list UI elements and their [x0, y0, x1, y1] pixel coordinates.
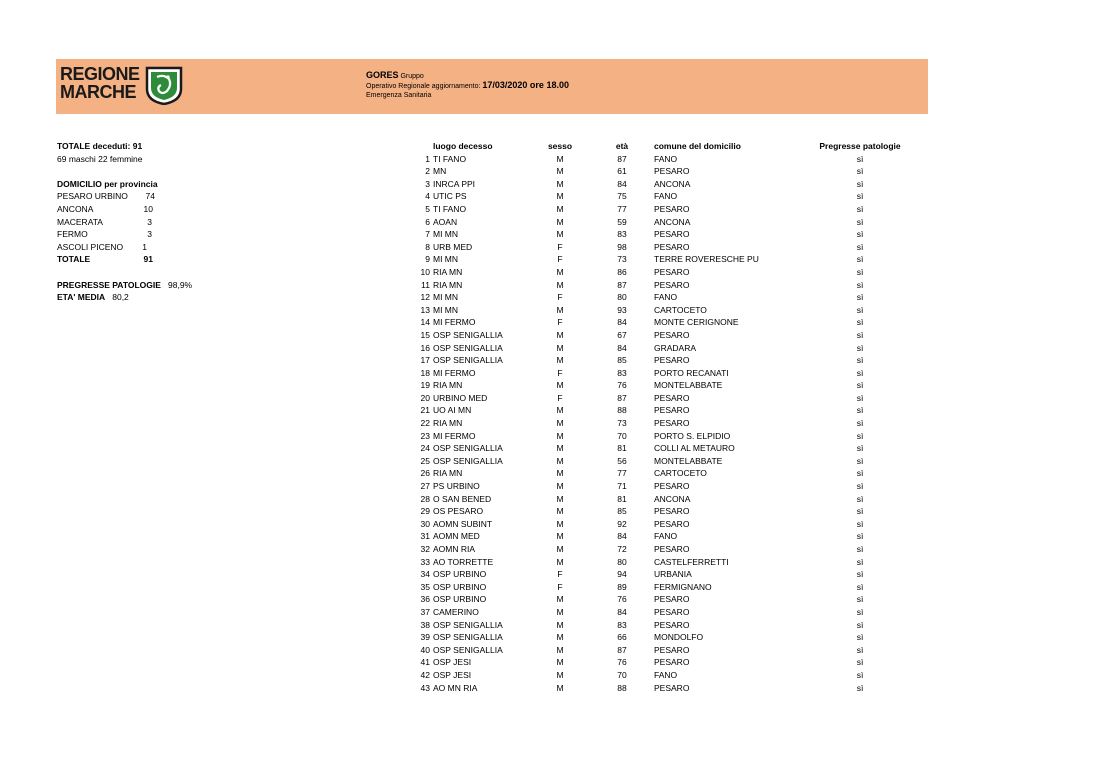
row-number: 9	[425, 254, 430, 265]
comune-cell: FERMIGNANO	[654, 581, 712, 592]
province-name: ANCONA	[57, 203, 94, 214]
pregresse-cell: sì	[856, 292, 864, 303]
sesso-cell: M	[556, 657, 564, 668]
eta-cell: 98	[617, 241, 627, 252]
sesso-cell: F	[557, 392, 563, 403]
sesso-cell: F	[557, 317, 563, 328]
logo-text	[60, 65, 140, 101]
pregresse-cell: sì	[856, 669, 864, 680]
pregresse-cell: sì	[856, 355, 864, 366]
province-value: 3	[147, 216, 152, 227]
comune-cell: PESARO	[654, 392, 690, 403]
logo-line2: MARCHE	[60, 82, 136, 102]
row-number: 20	[420, 392, 430, 403]
comune-cell: PESARO	[654, 518, 690, 529]
header-sesso: sesso	[547, 141, 573, 151]
row-number: 30	[420, 518, 430, 529]
row-number: 39	[420, 632, 430, 643]
comune-cell: PESARO	[654, 166, 690, 177]
eta-cell: 66	[617, 632, 627, 643]
pregresse-cell: sì	[856, 216, 864, 227]
pregresse-cell: sì	[856, 191, 864, 202]
comune-cell: FANO	[654, 669, 678, 680]
luogo-cell: MI MN	[433, 304, 459, 315]
header-pregresse: Pregresse patologie	[819, 141, 901, 151]
gender-breakdown: 69 maschi 22 femmine	[57, 153, 143, 164]
totale2-value: 91	[143, 254, 153, 265]
eta-cell: 86	[617, 266, 627, 277]
pregresse-cell: sì	[856, 481, 864, 492]
comune-cell: FANO	[654, 292, 678, 303]
row-number: 23	[420, 430, 430, 441]
row-number: 14	[420, 317, 430, 328]
row-number: 16	[420, 342, 430, 353]
sesso-cell: M	[556, 682, 564, 693]
sesso-cell: F	[557, 367, 563, 378]
comune-cell: MONTE CERIGNONE	[654, 317, 739, 328]
eta-media-label: ETA' MEDIA	[57, 292, 106, 303]
eta-cell: 81	[617, 493, 627, 504]
row-number: 40	[420, 644, 430, 655]
sesso-cell: M	[556, 355, 564, 366]
comune-cell: CARTOCETO	[654, 304, 707, 315]
pregresse-cell: sì	[856, 229, 864, 240]
row-number: 19	[420, 380, 430, 391]
row-number: 32	[420, 544, 430, 554]
luogo-cell: AOMN RIA	[433, 544, 476, 554]
marche-emblem-icon	[145, 65, 183, 105]
sesso-cell: M	[556, 216, 564, 227]
eta-cell: 77	[617, 468, 627, 479]
sesso-cell: M	[556, 266, 564, 277]
province-name: PESARO URBINO	[57, 191, 128, 202]
luogo-cell: AOMN SUBINT	[433, 518, 493, 529]
pregresse-cell: sì	[856, 153, 864, 164]
eta-cell: 89	[617, 581, 627, 592]
pregresse-value: 98,9%	[168, 279, 193, 290]
sesso-cell: M	[556, 342, 564, 353]
eta-cell: 70	[617, 669, 627, 680]
row-number: 37	[420, 606, 430, 617]
sesso-cell: M	[556, 203, 564, 214]
eta-cell: 80	[617, 556, 627, 567]
comune-cell: ANCONA	[654, 216, 691, 227]
sesso-cell: M	[556, 619, 564, 630]
comune-cell: PESARO	[654, 644, 690, 655]
gores-line3: Emergenza Sanitaria	[366, 92, 432, 99]
comune-cell: URBANIA	[654, 569, 692, 580]
comune-cell: PESARO	[654, 481, 690, 492]
luogo-cell: UO AI MN	[433, 405, 472, 416]
sesso-cell: M	[556, 329, 564, 340]
eta-cell: 87	[617, 392, 627, 403]
luogo-cell: OSP SENIGALLIA	[433, 619, 503, 630]
eta-cell: 76	[617, 594, 627, 605]
luogo-cell: OSP JESI	[433, 657, 472, 668]
luogo-cell: AO MN RIA	[433, 682, 478, 693]
eta-cell: 84	[617, 606, 627, 617]
eta-cell: 81	[617, 443, 627, 454]
luogo-cell: O SAN BENED	[433, 493, 492, 504]
luogo-cell: RIA MN	[433, 380, 463, 391]
eta-cell: 61	[617, 166, 627, 177]
eta-media-value: 80,2	[112, 292, 129, 303]
eta-cell: 84	[617, 531, 627, 542]
row-number: 42	[420, 669, 430, 680]
header-comune: comune del domicilio	[654, 141, 741, 151]
comune-cell: PORTO RECANATI	[654, 367, 729, 378]
eta-cell: 83	[617, 367, 627, 378]
eta-cell: 75	[617, 191, 627, 202]
pregresse-cell: sì	[856, 443, 864, 454]
row-number: 36	[420, 594, 430, 605]
sesso-cell: F	[557, 581, 563, 592]
sesso-cell: M	[556, 430, 564, 441]
eta-cell: 56	[617, 455, 627, 466]
luogo-cell: OSP URBINO	[433, 569, 487, 580]
sesso-cell: M	[556, 304, 564, 315]
logo-line1: REGIONE	[60, 64, 140, 84]
pregresse-cell: sì	[856, 619, 864, 630]
comune-cell: PESARO	[654, 229, 690, 240]
gores-title: GORES	[366, 70, 399, 80]
luogo-cell: INRCA PPI	[433, 178, 476, 189]
sesso-cell: M	[556, 443, 564, 454]
pregresse-cell: sì	[856, 317, 864, 328]
update-label: aggiornamento:	[431, 83, 481, 90]
luogo-cell: AO TORRETTE	[433, 556, 494, 567]
luogo-cell: CAMERINO	[433, 606, 479, 617]
comune-cell: FANO	[654, 191, 678, 202]
luogo-cell: AOMN MED	[433, 531, 480, 542]
comune-cell: PESARO	[654, 682, 690, 693]
header-eta: età	[615, 141, 629, 151]
eta-cell: 76	[617, 657, 627, 668]
sesso-cell: M	[556, 606, 564, 617]
totale-label: TOTALE deceduti:	[57, 141, 131, 151]
luogo-cell: MI MN	[433, 254, 459, 265]
eta-cell: 83	[617, 229, 627, 240]
luogo-cell: OSP SENIGALLIA	[433, 355, 503, 366]
row-number: 25	[420, 455, 430, 466]
sesso-cell: M	[556, 178, 564, 189]
comune-cell: MONTELABBATE	[654, 380, 723, 391]
row-number: 18	[420, 367, 430, 378]
luogo-cell: OSP JESI	[433, 669, 472, 680]
gores-info	[366, 71, 569, 100]
comune-cell: FANO	[654, 531, 678, 542]
province-value: 10	[143, 203, 153, 214]
sesso-cell: M	[556, 380, 564, 391]
eta-cell: 84	[617, 317, 627, 328]
row-number: 4	[425, 191, 430, 202]
pregresse-cell: sì	[856, 392, 864, 403]
sesso-cell: M	[556, 166, 564, 177]
luogo-cell: AOAN	[433, 216, 458, 227]
row-number: 11	[421, 279, 430, 290]
row-number: 3	[425, 178, 430, 189]
province-name: ASCOLI PICENO	[57, 241, 124, 252]
luogo-cell: OSP URBINO	[433, 594, 487, 605]
row-number: 34	[420, 569, 430, 580]
comune-cell: PESARO	[654, 241, 690, 252]
row-number: 2	[425, 166, 430, 177]
sesso-cell: M	[556, 279, 564, 290]
pregresse-cell: sì	[856, 418, 864, 429]
pregresse-cell: sì	[856, 518, 864, 529]
comune-cell: PESARO	[654, 619, 690, 630]
gores-subtitle: Gruppo	[400, 73, 424, 80]
sesso-cell: F	[557, 569, 563, 580]
luogo-cell: OSP SENIGALLIA	[433, 632, 503, 643]
row-number: 27	[420, 481, 430, 492]
luogo-cell: URBINO MED	[433, 392, 488, 403]
province-value: 74	[145, 191, 155, 202]
row-number: 10	[420, 266, 430, 277]
luogo-cell: RIA MN	[433, 279, 463, 290]
row-number: 7	[425, 229, 430, 240]
comune-cell: PESARO	[654, 266, 690, 277]
luogo-cell: URB MED	[433, 241, 473, 252]
sesso-cell: F	[557, 292, 563, 303]
sesso-cell: M	[556, 556, 564, 567]
comune-cell: PESARO	[654, 355, 690, 366]
comune-cell: TERRE ROVERESCHE PU	[654, 254, 759, 265]
row-number: 41	[420, 657, 430, 668]
pregresse-cell: sì	[856, 241, 864, 252]
luogo-cell: TI FANO	[433, 153, 467, 164]
update-value: 17/03/2020 ore 18.00	[482, 80, 569, 90]
pregresse-cell: sì	[856, 544, 864, 554]
pregresse-cell: sì	[856, 430, 864, 441]
pregresse-cell: sì	[856, 531, 864, 542]
eta-cell: 73	[617, 418, 627, 429]
comune-cell: PESARO	[654, 279, 690, 290]
pregresse-cell: sì	[856, 304, 864, 315]
eta-cell: 85	[617, 355, 627, 366]
eta-cell: 77	[617, 203, 627, 214]
comune-cell: FANO	[654, 153, 678, 164]
pregresse-cell: sì	[856, 682, 864, 693]
luogo-cell: OSP SENIGALLIA	[433, 329, 503, 340]
sesso-cell: M	[556, 153, 564, 164]
pregresse-cell: sì	[856, 644, 864, 655]
comune-cell: CARTOCETO	[654, 468, 707, 479]
row-number: 38	[420, 619, 430, 630]
luogo-cell: MI FERMO	[433, 430, 476, 441]
comune-cell: PESARO	[654, 418, 690, 429]
comune-cell: PESARO	[654, 594, 690, 605]
comune-cell: PESARO	[654, 606, 690, 617]
gores-line2: Operativo Regionale	[366, 83, 430, 90]
comune-cell: COLLI AL METAURO	[654, 443, 735, 454]
comune-cell: PORTO S. ELPIDIO	[654, 430, 731, 441]
sesso-cell: M	[556, 191, 564, 202]
comune-cell: MONTELABBATE	[654, 455, 723, 466]
sesso-cell: M	[556, 669, 564, 680]
eta-cell: 70	[617, 430, 627, 441]
luogo-cell: OSP SENIGALLIA	[433, 455, 503, 466]
eta-cell: 80	[617, 292, 627, 303]
luogo-cell: OSP SENIGALLIA	[433, 443, 503, 454]
header-banner	[56, 59, 928, 114]
row-number: 12	[420, 292, 430, 303]
sesso-cell: F	[557, 254, 563, 265]
pregresse-cell: sì	[856, 279, 864, 290]
row-number: 5	[425, 203, 430, 214]
eta-cell: 94	[617, 569, 627, 580]
sesso-cell: M	[556, 468, 564, 479]
province-name: FERMO	[57, 229, 88, 240]
pregresse-cell: sì	[856, 166, 864, 177]
summary-panel	[57, 140, 192, 304]
comune-cell: ANCONA	[654, 493, 691, 504]
pregresse-cell: sì	[856, 468, 864, 479]
eta-cell: 59	[617, 216, 627, 227]
province-name: MACERATA	[57, 216, 103, 227]
row-number: 31	[420, 531, 430, 542]
luogo-cell: OSP SENIGALLIA	[433, 342, 503, 353]
totale2-label: TOTALE	[57, 254, 91, 265]
comune-cell: ANCONA	[654, 178, 691, 189]
pregresse-cell: sì	[856, 594, 864, 605]
comune-cell: CASTELFERRETTI	[654, 556, 729, 567]
pregresse-cell: sì	[856, 657, 864, 668]
comune-cell: GRADARA	[654, 342, 697, 353]
row-number: 35	[420, 581, 430, 592]
eta-cell: 76	[617, 380, 627, 391]
pregresse-cell: sì	[856, 556, 864, 567]
eta-cell: 87	[617, 644, 627, 655]
sesso-cell: M	[556, 531, 564, 542]
pregresse-label: PREGRESSE PATOLOGIE	[57, 279, 161, 290]
row-number: 8	[425, 241, 430, 252]
comune-cell: PESARO	[654, 329, 690, 340]
row-number: 6	[425, 216, 430, 227]
pregresse-cell: sì	[856, 203, 864, 214]
luogo-cell: MI MN	[433, 292, 459, 303]
luogo-cell: OS PESARO	[433, 506, 484, 517]
luogo-cell: RIA MN	[433, 266, 463, 277]
sesso-cell: M	[556, 405, 564, 416]
comune-cell: MONDOLFO	[654, 632, 704, 643]
row-number: 21	[420, 405, 430, 416]
pregresse-cell: sì	[856, 493, 864, 504]
pregresse-cell: sì	[856, 380, 864, 391]
comune-cell: PESARO	[654, 506, 690, 517]
sesso-cell: M	[556, 594, 564, 605]
luogo-cell: MI FERMO	[433, 317, 476, 328]
row-number: 17	[420, 355, 430, 366]
luogo-cell: OSP SENIGALLIA	[433, 644, 503, 655]
province-value: 1	[142, 241, 147, 252]
luogo-cell: RIA MN	[433, 468, 463, 479]
regione-marche-logo	[60, 63, 190, 109]
row-number: 28	[420, 493, 430, 504]
pregresse-cell: sì	[856, 254, 864, 265]
eta-cell: 84	[617, 178, 627, 189]
pregresse-cell: sì	[856, 342, 864, 353]
pregresse-cell: sì	[856, 329, 864, 340]
pregresse-cell: sì	[856, 178, 864, 189]
luogo-cell: OSP URBINO	[433, 581, 487, 592]
pregresse-cell: sì	[856, 581, 864, 592]
sesso-cell: M	[556, 518, 564, 529]
luogo-cell: RIA MN	[433, 418, 463, 429]
row-number: 1	[425, 153, 430, 164]
luogo-cell: MI MN	[433, 229, 459, 240]
eta-cell: 73	[617, 254, 627, 265]
eta-cell: 87	[617, 279, 627, 290]
sesso-cell: M	[556, 544, 564, 554]
pregresse-cell: sì	[856, 632, 864, 643]
eta-cell: 87	[617, 153, 627, 164]
sesso-cell: M	[556, 229, 564, 240]
luogo-cell: MN	[433, 166, 447, 177]
pregresse-cell: sì	[856, 606, 864, 617]
pregresse-cell: sì	[856, 455, 864, 466]
sesso-cell: M	[556, 493, 564, 504]
eta-cell: 72	[617, 544, 627, 554]
pregresse-cell: sì	[856, 266, 864, 277]
sesso-cell: M	[556, 632, 564, 643]
eta-cell: 85	[617, 506, 627, 517]
row-number: 22	[420, 418, 430, 429]
eta-cell: 93	[617, 304, 627, 315]
sesso-cell: M	[556, 644, 564, 655]
domicilio-title: DOMICILIO per provincia	[57, 178, 158, 189]
comune-cell: PESARO	[654, 203, 690, 214]
eta-cell: 71	[617, 481, 627, 492]
sesso-cell: M	[556, 418, 564, 429]
eta-cell: 67	[617, 329, 627, 340]
eta-cell: 88	[617, 405, 627, 416]
pregresse-cell: sì	[856, 405, 864, 416]
row-number: 29	[420, 506, 430, 517]
comune-cell: PESARO	[654, 657, 690, 668]
comune-cell: PESARO	[654, 544, 690, 554]
totale-value: 91	[132, 141, 143, 151]
eta-cell: 88	[617, 682, 627, 693]
row-number: 24	[420, 443, 430, 454]
pregresse-cell: sì	[856, 367, 864, 378]
eta-cell: 84	[617, 342, 627, 353]
luogo-cell: UTIC PS	[433, 191, 467, 202]
row-number: 15	[420, 329, 430, 340]
eta-cell: 83	[617, 619, 627, 630]
pregresse-cell: sì	[856, 569, 864, 580]
province-value: 3	[147, 229, 152, 240]
sesso-cell: M	[556, 455, 564, 466]
luogo-cell: MI FERMO	[433, 367, 476, 378]
row-number: 26	[420, 468, 430, 479]
sesso-cell: M	[556, 481, 564, 492]
sesso-cell: F	[557, 241, 563, 252]
row-number: 33	[420, 556, 430, 567]
row-number: 13	[420, 304, 430, 315]
luogo-cell: PS URBINO	[433, 481, 480, 492]
row-number: 43	[420, 682, 430, 693]
eta-cell: 92	[617, 518, 627, 529]
luogo-cell: TI FANO	[433, 203, 467, 214]
sesso-cell: M	[556, 506, 564, 517]
pregresse-cell: sì	[856, 506, 864, 517]
header-luogo: luogo decesso	[433, 141, 493, 151]
comune-cell: PESARO	[654, 405, 690, 416]
